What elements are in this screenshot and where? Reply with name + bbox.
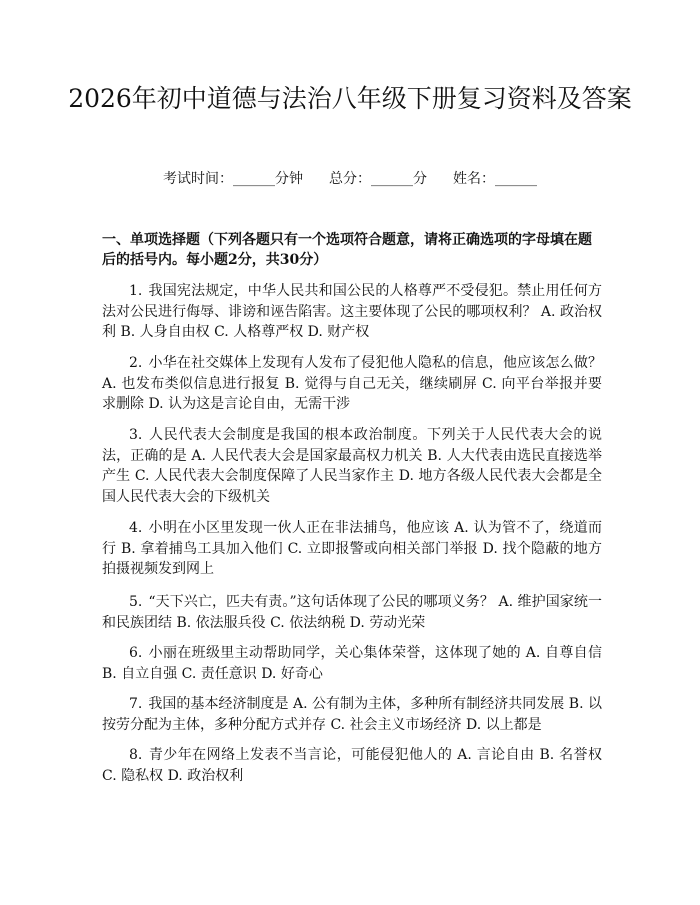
question-3 [102, 425, 602, 507]
question-text: 小丽在班级里主动帮助同学，关心集体荣誉，这体现了她的 A. 自尊自信 B. 自立自强 C. 责任意识 D. 好奇心 [102, 645, 602, 682]
student-name-blank: ______ [495, 171, 537, 187]
question-text: “天下兴亡，匹夫有责。”这句话体现了公民的哪项义务？ A. 维护国家统一和民族团结 B. 依法服兵役 C. 依法纳税 D. 劳动光荣 [102, 594, 602, 631]
question-number: 3. [129, 427, 143, 443]
exam-time-blank: ______ [233, 171, 275, 187]
total-score-blank: ______ [371, 171, 413, 187]
question-text: 小华在社交媒体上发现有人发布了侵犯他人隐私的信息，他应该怎么做？ A. 也发布类似信息进行报复 B. 觉得与自己无关，继续刷屏 C. 向平台举报并要求删除 D. 认为这是言论自由，无需干涉 [102, 355, 602, 412]
question-number: 5. [129, 594, 143, 610]
question-text: 人民代表大会制度是我国的根本政治制度。下列关于人民代表大会的说法，正确的是 A. 人民代表大会是国家最高权力机关 B. 人大代表由选民直接选举产生 C. 人民代表大会制度保障了人民当家作主 D. 地方各级人民代表大会都是全国人民代表大会的下级机关 [102, 427, 602, 505]
question-number: 1. [129, 283, 143, 299]
question-1 [102, 281, 602, 343]
question-number: 4. [129, 520, 143, 536]
question-2 [102, 353, 602, 415]
question-6 [102, 643, 602, 684]
question-7 [102, 694, 602, 735]
question-number: 8. [129, 747, 143, 763]
question-4 [102, 518, 602, 580]
student-name [453, 169, 537, 189]
question-text: 我国的基本经济制度是 A. 公有制为主体，多种所有制经济共同发展 B. 以按劳分配为主体，多种分配方式并存 C. 社会主义市场经济 D. 以上都是 [102, 696, 602, 733]
question-5 [102, 592, 602, 633]
exam-time-label: 考试时间： [163, 171, 233, 187]
question-number: 6. [129, 645, 143, 661]
student-name-label: 姓名： [453, 171, 495, 187]
question-text: 小明在小区里发现一伙人正在非法捕鸟，他应该 A. 认为管不了，绕道而行 B. 拿着捕鸟工具加入他们 C. 立即报警或向相关部门举报 D. 找个隐蔽的地方拍摄视频发到网上 [102, 520, 602, 577]
total-score [329, 169, 427, 189]
question-8 [102, 745, 602, 786]
question-text: 青少年在网络上发表不当言论，可能侵犯他人的 A. 言论自由 B. 名誉权 C. 隐私权 D. 政治权利 [102, 747, 602, 784]
exam-time-unit: 分钟 [275, 171, 303, 187]
total-score-unit: 分 [413, 171, 427, 187]
section-heading: 一、单项选择题（下列各题只有一个选项符合题意，请将正确选项的字母填在题后的括号内。每小题2分，共30分） [102, 232, 592, 268]
total-score-label: 总分： [329, 171, 371, 187]
question-text: 我国宪法规定，中华人民共和国公民的人格尊严不受侵犯。禁止用任何方法对公民进行侮辱、诽谤和诬告陷害。这主要体现了公民的哪项权利？ A. 政治权利 B. 人身自由权 C. 人格尊严权 D. 财产权 [102, 283, 602, 340]
question-number: 2. [129, 355, 143, 371]
question-number: 7. [129, 696, 143, 712]
exam-time [163, 169, 303, 189]
document-title: 2026年初中道德与法治八年级下册复习资料及答案 [68, 84, 632, 113]
exam-info-line [0, 169, 700, 189]
